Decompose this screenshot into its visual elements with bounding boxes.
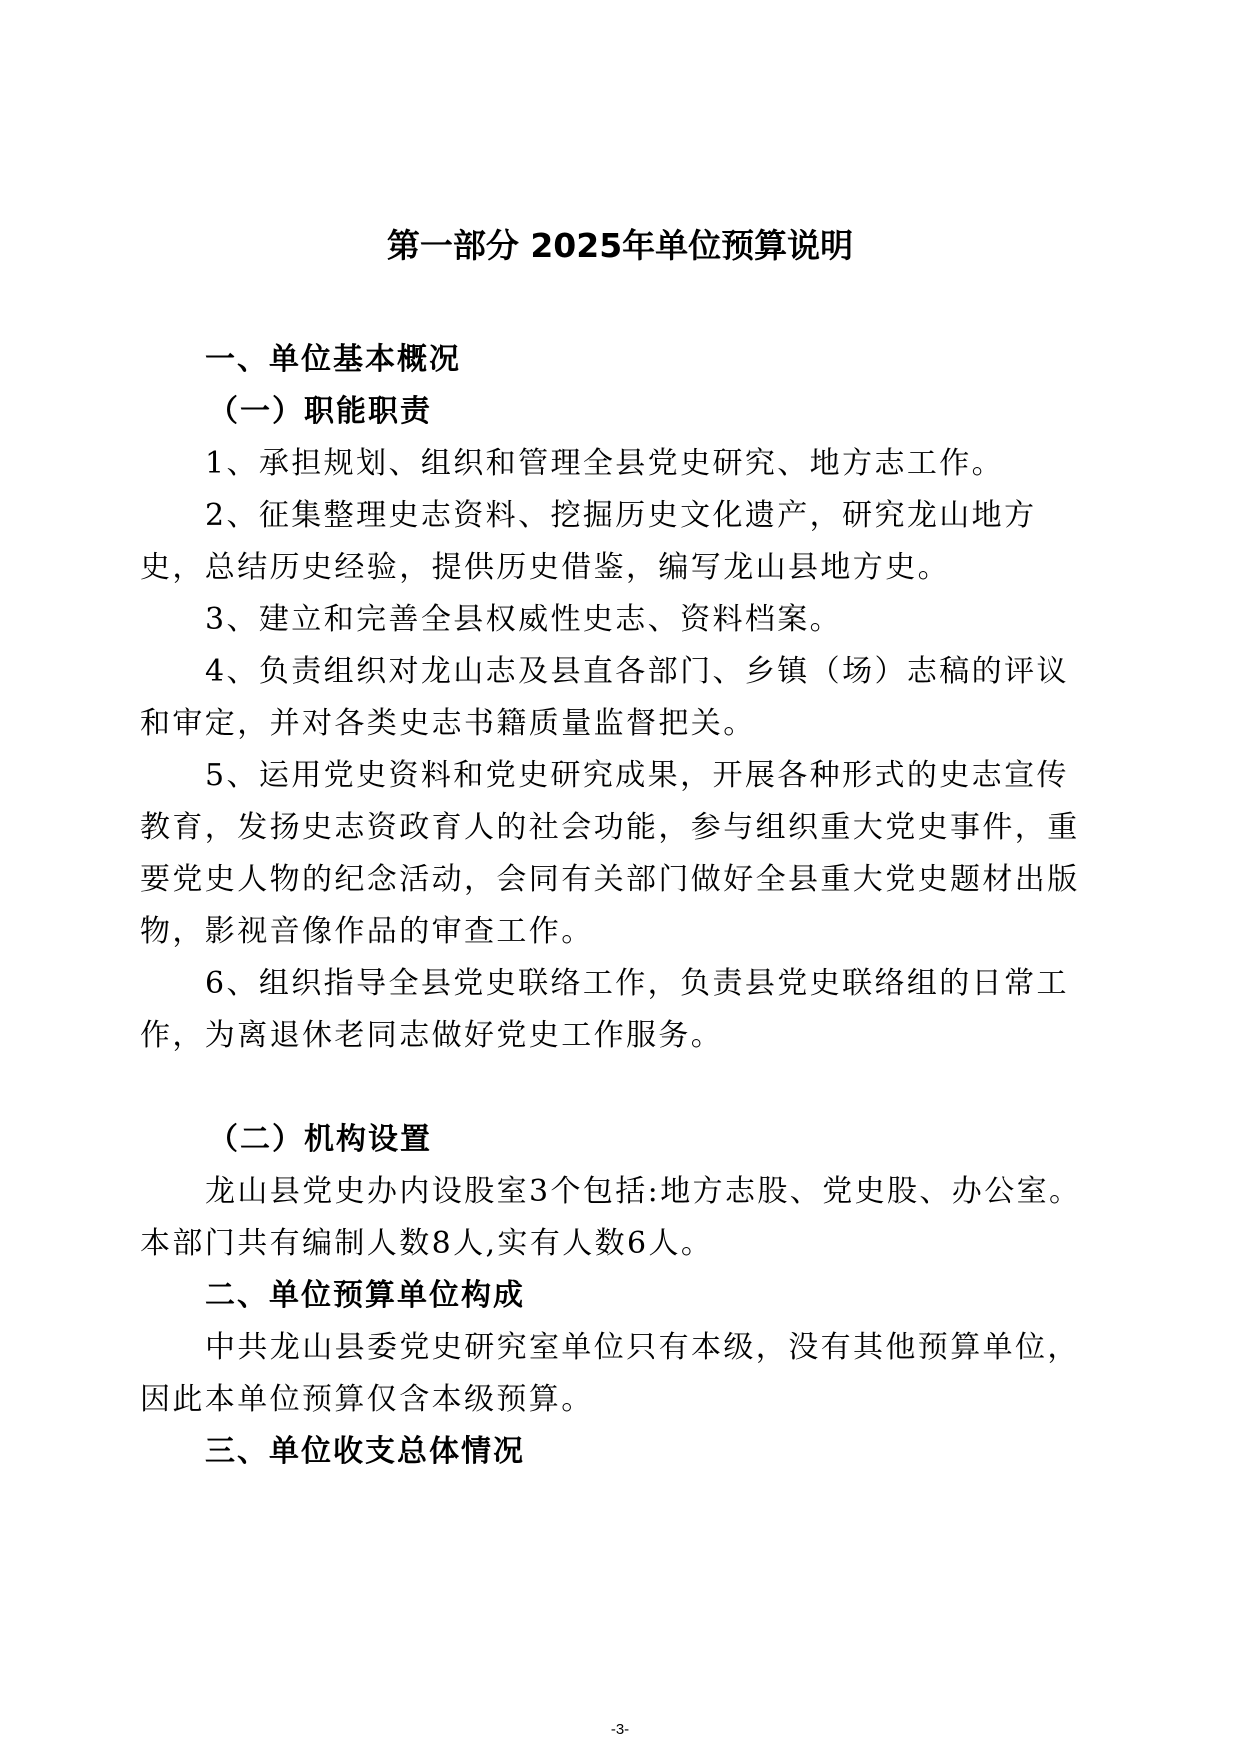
section-1-heading: 一、单位基本概况 — [205, 342, 461, 377]
budget-units-line-2: 因此本单位预算仅含本级预算。 — [140, 1382, 594, 1417]
section-3-heading: 三、单位收支总体情况 — [205, 1434, 525, 1469]
duty-item-5-line-2: 教育，发扬史志资政育人的社会功能，参与组织重大党史事件，重 — [140, 810, 1080, 845]
duty-item-1: 1、承担规划、组织和管理全县党史研究、地方志工作。 — [205, 446, 1005, 481]
duty-item-2-line-1: 2、征集整理史志资料、挖掘历史文化遗产，研究龙山地方 — [205, 498, 1037, 533]
section-2-heading: 二、单位预算单位构成 — [205, 1278, 525, 1313]
subsection-2-heading: （二）机构设置 — [208, 1122, 432, 1157]
duty-item-5-line-1: 5、运用党史资料和党史研究成果，开展各种形式的史志宣传 — [205, 758, 1069, 793]
budget-units-line-1: 中共龙山县委党史研究室单位只有本级，没有其他预算单位， — [205, 1330, 1080, 1365]
document-title: 第一部分 2025年单位预算说明 — [386, 226, 854, 265]
duty-item-6-line-2: 作，为离退休老同志做好党史工作服务。 — [140, 1018, 724, 1053]
org-structure-line-1: 龙山县党史办内设股室3个包括:地方志股、党史股、办公室。 — [205, 1174, 1082, 1209]
duty-item-5-line-4: 物，影视音像作品的审查工作。 — [140, 914, 594, 949]
duty-item-5-line-3: 要党史人物的纪念活动，会同有关部门做好全县重大党史题材出版 — [140, 862, 1080, 897]
duty-item-4-line-1: 4、负责组织对龙山志及县直各部门、乡镇（场）志稿的评议 — [205, 654, 1069, 689]
duty-item-3: 3、建立和完善全县权威性史志、资料档案。 — [205, 602, 843, 637]
org-structure-line-2: 本部门共有编制人数8人,实有人数6人。 — [140, 1226, 714, 1261]
duty-item-2-line-2: 史，总结历史经验，提供历史借鉴，编写龙山县地方史。 — [140, 550, 950, 585]
duty-item-4-line-2: 和审定，并对各类史志书籍质量监督把关。 — [140, 706, 756, 741]
subsection-1-heading: （一）职能职责 — [208, 394, 432, 429]
page-number: -3- — [610, 1721, 630, 1738]
duty-item-6-line-1: 6、组织指导全县党史联络工作，负责县党史联络组的日常工 — [205, 966, 1069, 1001]
